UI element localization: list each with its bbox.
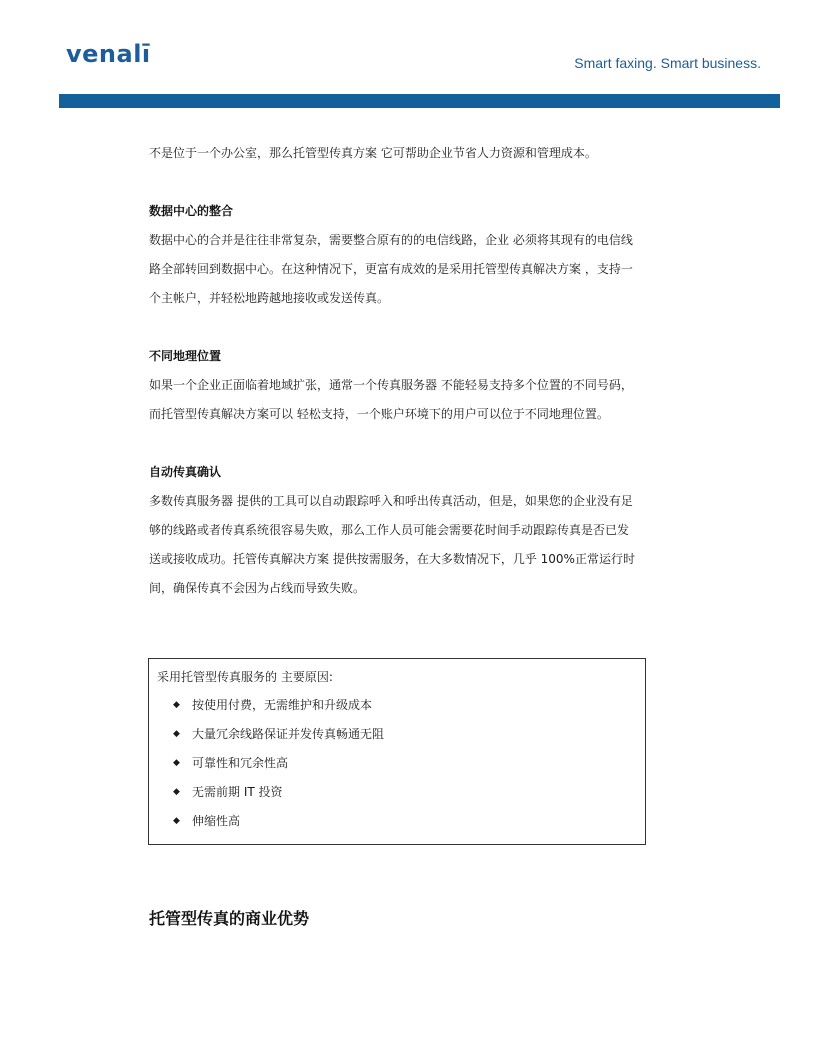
section-heading: 自动传真确认: [149, 465, 222, 479]
list-item: [157, 778, 645, 807]
list-item-text: 按使用付费，无需维护和升级成本: [192, 698, 373, 712]
section-geography: [149, 342, 674, 429]
paragraph-line: 路全部转回到数据中心。在这种情况下，更富有成效的是采用托管型传真解决方案 ，支持一: [149, 262, 633, 276]
list-item-text: 伸缩性高: [192, 814, 241, 828]
main-content: [149, 139, 674, 632]
header-band: [59, 94, 780, 108]
venali-logo: venalī: [66, 40, 151, 68]
paragraph-line: 多数传真服务器 提供的工具可以自动跟踪呼入和呼出传真活动，但是，如果您的企业没有足: [149, 494, 633, 508]
list-item: [157, 720, 645, 749]
list-item-text: 大量冗余线路保证并发传真畅通无阻: [192, 727, 385, 741]
section-heading: 不同地理位置: [149, 349, 222, 363]
list-item: [157, 807, 645, 836]
list-item-text: 无需前期 IT 投资: [192, 785, 283, 799]
paragraph-line: 送或接收成功。托管传真解决方案 提供按需服务，在大多数情况下，几乎 100%正常运行时: [149, 552, 635, 566]
diamond-bullet-icon: ◆: [173, 729, 180, 739]
section-auto-confirm: [149, 458, 674, 603]
paragraph-line: 个主帐户，并轻松地跨越地接收或发送传真。: [149, 291, 390, 305]
paragraph-line: 够的线路或者传真系统很容易失败，那么工作人员可能会需要花时间手动跟踪传真是否已发: [149, 523, 630, 537]
reasons-box-title: 采用托管型传真服务的 主要原因:: [157, 670, 333, 684]
diamond-bullet-icon: ◆: [173, 787, 180, 797]
business-advantages-heading: 托管型传真的商业优势: [149, 909, 310, 928]
paragraph-line: 而托管型传真解决方案可以 轻松支持，一个账户环境下的用户可以位于不同地理位置。: [149, 407, 609, 421]
paragraph-line: 数据中心的合并是往往非常复杂，需要整合原有的的电信线路，企业 必须将其现有的电信线: [149, 233, 633, 247]
reasons-list: [157, 691, 645, 836]
paragraph-line: 如果一个企业正面临着地域扩张，通常一个传真服务器 不能轻易支持多个位置的不同号码，: [149, 378, 633, 392]
diamond-bullet-icon: ◆: [173, 700, 180, 710]
tagline: Smart faxing. Smart business.: [574, 55, 761, 71]
paragraph-line: 间，确保传真不会因为占线而导致失败。: [149, 581, 366, 595]
diamond-bullet-icon: ◆: [173, 816, 180, 826]
reasons-box: [148, 658, 646, 845]
list-item: [157, 691, 645, 720]
section-heading: 数据中心的整合: [149, 204, 234, 218]
list-item: [157, 749, 645, 778]
section-datacenter: [149, 197, 674, 313]
intro-paragraph: 不是位于一个办公室，那么托管型传真方案 它可帮助企业节省人力资源和管理成本。: [149, 146, 597, 160]
list-item-text: 可靠性和冗余性高: [192, 756, 289, 770]
diamond-bullet-icon: ◆: [173, 758, 180, 768]
